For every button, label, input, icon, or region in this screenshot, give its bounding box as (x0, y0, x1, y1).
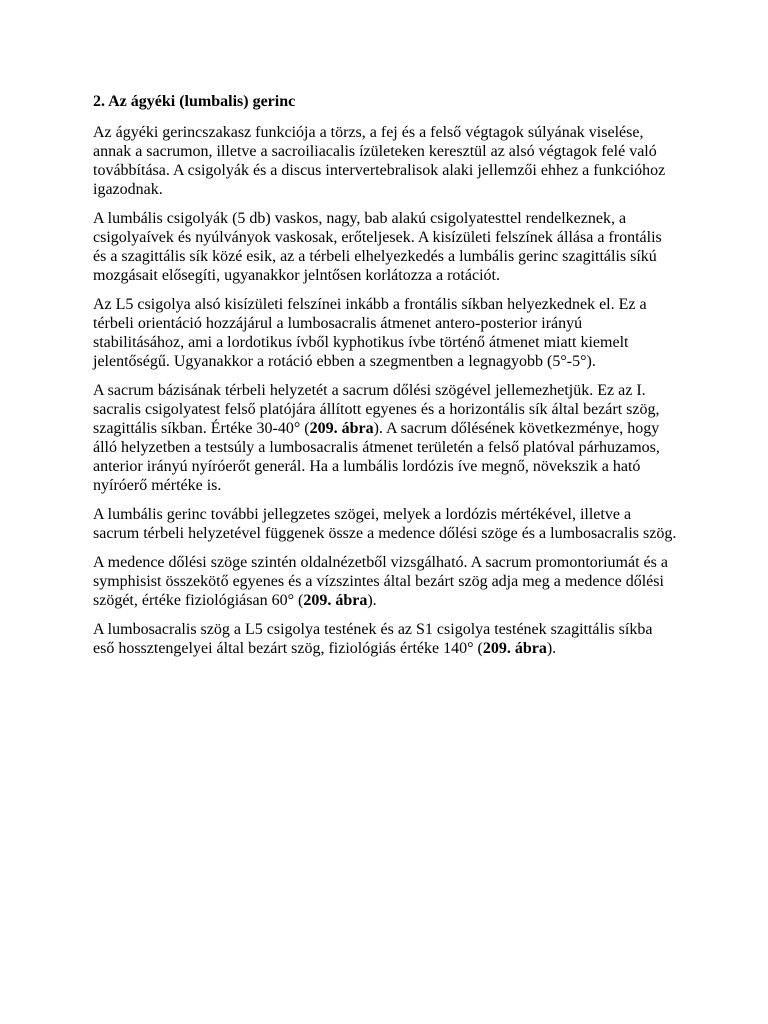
lumbosacral-text-start: A lumbosacralis szög a L5 csigolya testének és az S1 csigolya testének szagittális síkba eső hossztengelyei által bezárt szög, fiziológiás értéke 140° ( (93, 621, 653, 657)
paragraph-lumbosacral-angle (93, 620, 677, 658)
paragraph-lumbar-vertebrae: A lumbális csigolyák (5 db) vaskos, nagy, bab alakú csigolyatesttel rendelkeznek, a csigolyaívek és nyúlványok vaskosak, erőteljesek. A kisízületi felszínek állása a frontális és a szagittális sík közé esik, az a térbeli elhelyezkedés a lumbális gerinc szagittális síkú mozgásait elősegíti, ugyanakkor jelntősen korlátozza a rotációt. (93, 210, 662, 284)
figure-reference: 209. ábra (482, 640, 547, 657)
paragraph-l5-vertebra: Az L5 csigolya alsó kisízületi felszínei inkább a frontális síkban helyezkednek el. Ez a térbeli orientáció hozzájárul a lumbosacralis átmenet antero-posterior irányú stabilitásához, ami a lordotikus ívből kyphotikus ívbe történő átmenet miatt kiemelt jelentőségű. Ugyanakkor a rotáció ebben a szegmentben a legnagyobb (5°-5°). (93, 296, 647, 370)
paragraph-sacrum-angle (93, 381, 677, 495)
lumbosacral-text-end: ). (546, 640, 557, 657)
figure-reference: 209. ábra (303, 592, 368, 609)
document-page (93, 92, 677, 668)
section-heading: 2. Az ágyéki (lumbalis) gerinc (93, 93, 296, 110)
figure-reference: 209. ábra (309, 420, 374, 437)
sacrum-text-start: A sacrum bázisának térbeli helyzetét a sacrum dőlési szögével jellemezhetjük. Ez az I. sacralis csigolyatest felső platójára állított egyenes és a horizontális sík által bezárt szög, szagittális síkban. Értéke 30-40° ( (93, 382, 660, 437)
paragraph-lumbar-angles: A lumbális gerinc további jellegzetes szögei, melyek a lordózis mértékével, illetve a sacrum térbeli helyzetével függenek össze a medence dőlési szöge és a lumbosacralis szög. (93, 506, 677, 542)
paragraph-pelvic-tilt (93, 553, 677, 610)
sacrum-text-end: ). A sacrum dőlésének következménye, hogy álló helyzetben a testsúly a lumbosacralis átmenet területén a felső platóval párhuzamos, anterior irányú nyíróerőt generál. Ha a lumbális lordózis íve megnő, növekszik a ható nyíróerő mértéke is. (93, 420, 660, 494)
pelvic-text-end: ). (367, 592, 377, 609)
paragraph-function: Az ágyéki gerincszakasz funkciója a törzs, a fej és a felső végtagok súlyának viselése, annak a sacrumon, illetve a sacroiliacalis ízületeken keresztül az alsó végtagok felé való továbbítása. A csigolyák és a discus intervertebralisok alaki jellemzői ehhez a funkcióhoz igazodnak. (93, 124, 666, 198)
pelvic-text-start: A medence dőlési szöge szintén oldalnézetből vizsgálható. A sacrum promontoriumát és a symphisist összekötő egyenes és a vízszintes által bezárt szög adja meg a medence dőlési szögét, értéke fiziológiásan 60° ( (93, 554, 668, 609)
